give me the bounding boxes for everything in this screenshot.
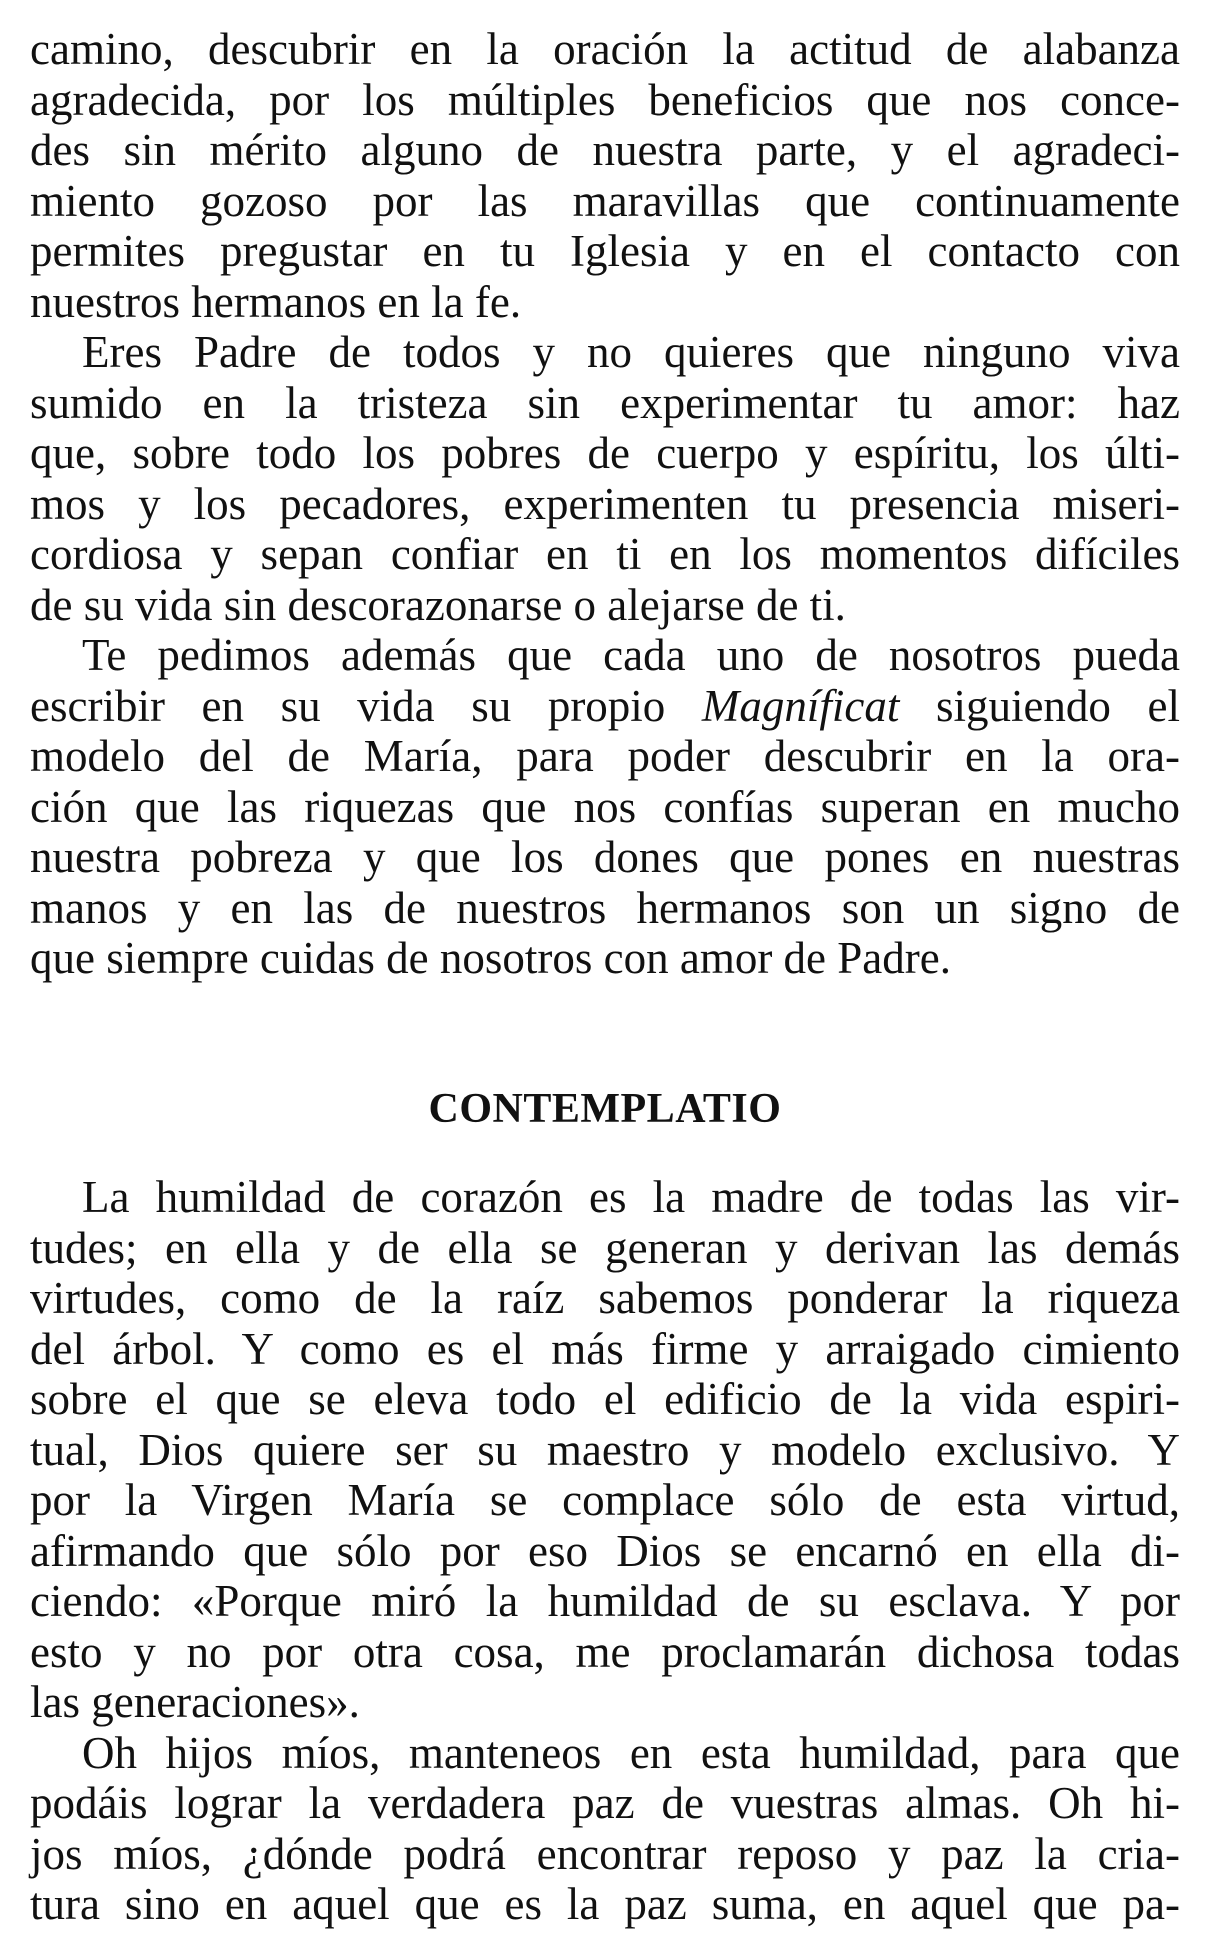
text-line: del árbol. Y como es el más firme y arraigado cimiento: [30, 1323, 1180, 1374]
text-line: tura sino en aquel que es la paz suma, en aquel que pa-: [30, 1879, 1180, 1929]
text-line: podáis lograr la verdadera paz de vuestras almas. Oh hi-: [30, 1778, 1180, 1828]
text-line: modelo del de María, para poder descubrir en la ora-: [30, 731, 1180, 781]
text-line: ción que las riquezas que nos confías superan en mucho: [30, 781, 1180, 832]
text-line: des sin mérito alguno de nuestra parte, y el agradeci-: [30, 125, 1180, 175]
text-line: ciendo: «Porque miró la humildad de su esclava. Y por: [30, 1576, 1180, 1626]
text-line: virtudes, como de la raíz sabemos ponderar la riqueza: [30, 1273, 1180, 1323]
section-heading: CONTEMPLATIO: [428, 1085, 782, 1132]
text-line: sumido en la tristeza sin experimentar tu amor: haz: [30, 377, 1180, 428]
paragraph-humility: [30, 1172, 1180, 1728]
text-line: mos y los pecadores, experimenten tu presencia miseri-: [30, 478, 1180, 529]
text-line: miento gozoso por las maravillas que continuamente: [30, 175, 1180, 226]
magnificat-italic: Magníficat: [701, 680, 900, 731]
text-line: manos y en las de nuestros hermanos son un signo de: [30, 882, 1180, 933]
text-line: Oh hijos míos, manteneos en esta humildad, para que: [82, 1727, 1180, 1778]
text-line: cordiosa y sepan confiar en ti en los momentos difíciles: [30, 529, 1180, 579]
text-segment: siguiendo el: [899, 680, 1180, 731]
text-line-with-italic: [30, 681, 1180, 732]
text-line: las generaciones».: [30, 1677, 360, 1727]
text-line: nuestros hermanos en la fe.: [30, 276, 522, 327]
text-line: afirmando que sólo por eso Dios se encarnó en ella di-: [30, 1525, 1180, 1576]
text-line: que siempre cuidas de nosotros con amor de Padre.: [30, 933, 951, 983]
text-line: por la Virgen María se complace sólo de esta virtud,: [30, 1475, 1180, 1525]
text-line: sobre el que se eleva todo el edificio de la vida espiri-: [30, 1374, 1180, 1424]
text-line: nuestra pobreza y que los dones que pones en nuestras: [30, 832, 1180, 882]
text-line: Te pedimos además que cada uno de nosotros pueda: [82, 630, 1180, 680]
text-line: que, sobre todo los pobres de cuerpo y espíritu, los últi-: [30, 428, 1180, 478]
text-line: agradecida, por los múltiples beneficios que nos conce-: [30, 74, 1180, 125]
text-line: camino, descubrir en la oración la actitud de alabanza: [30, 24, 1180, 74]
text-line: Eres Padre de todos y no quieres que ninguno viva: [82, 327, 1180, 377]
paragraph-father-of-all: [30, 327, 1180, 630]
text-line: tual, Dios quiere ser su maestro y modelo exclusivo. Y: [30, 1424, 1180, 1475]
text-line: tudes; en ella y de ella se generan y derivan las demás: [30, 1222, 1180, 1273]
text-line: La humildad de corazón es la madre de todas las vir-: [82, 1172, 1180, 1222]
paragraph-children: [30, 1728, 1180, 1930]
text-line: de su vida sin descorazonarse o alejarse de ti.: [30, 579, 846, 630]
text-line: permites pregustar en tu Iglesia y en el contacto con: [30, 226, 1180, 276]
text-segment: escribir en su vida su propio: [30, 680, 702, 731]
text-line: esto y no por otra cosa, me proclamarán dichosa todas: [30, 1626, 1180, 1677]
paragraph-magnificat: [30, 630, 1180, 984]
book-page: [30, 24, 1180, 1930]
paragraph-gratitude: [30, 24, 1180, 327]
text-line: jos míos, ¿dónde podrá encontrar reposo y paz la cria-: [30, 1828, 1180, 1879]
